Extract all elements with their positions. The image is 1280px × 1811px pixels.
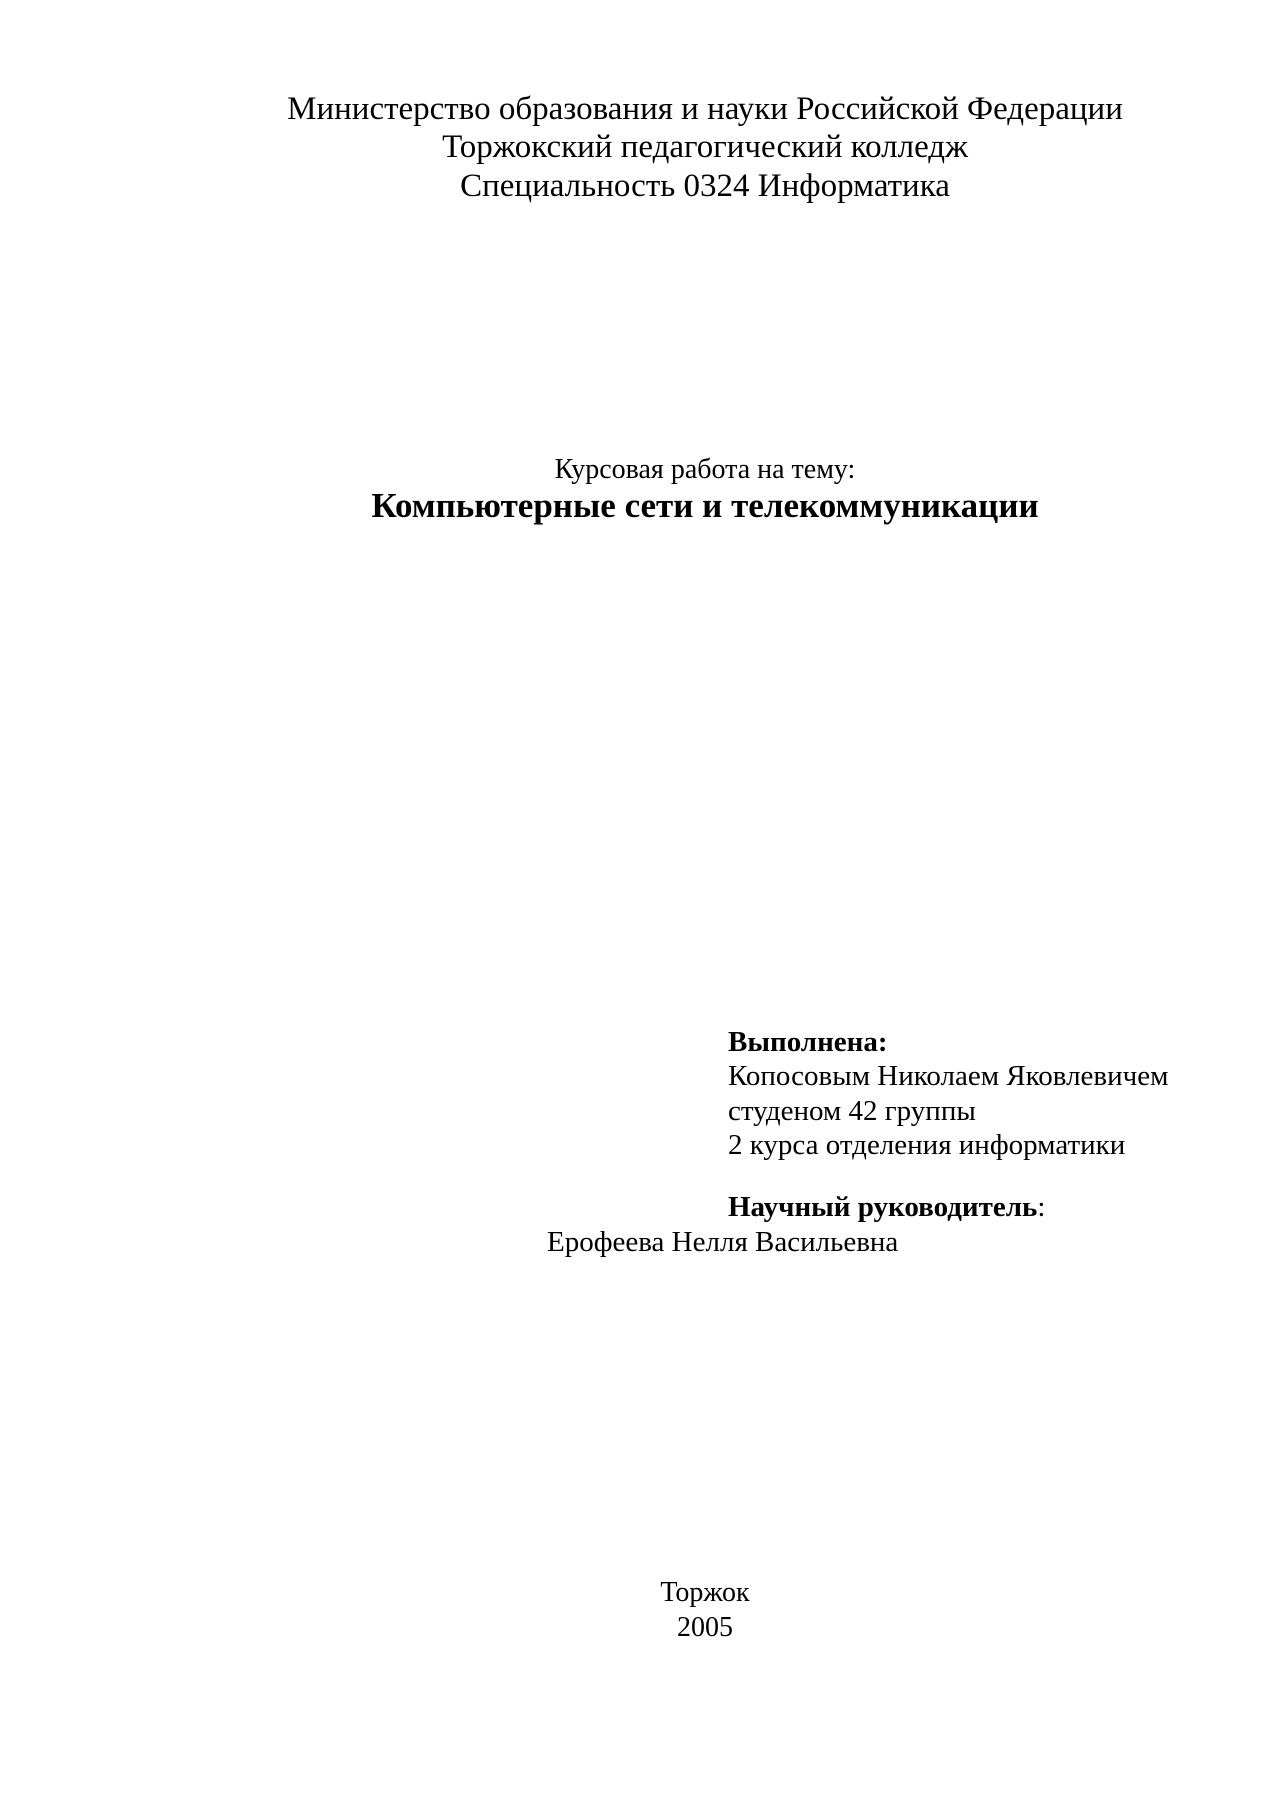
ministry-line: Министерство образования и науки Российской Федерации	[287, 91, 1123, 127]
footer-city: Торжок	[660, 1577, 750, 1608]
footer-year: 2005	[677, 1612, 733, 1643]
author-group: студеном 42 группы	[728, 1095, 976, 1127]
specialty-line: Специальность 0324 Информатика	[460, 168, 950, 204]
supervisor-label: Научный руководитель	[728, 1191, 1038, 1223]
author-course: 2 курса отделения информатики	[728, 1129, 1126, 1161]
supervisor-colon: :	[1037, 1191, 1046, 1223]
supervisor-heading	[728, 1193, 1045, 1222]
supervisor-name: Ерофеева Нелля Васильевна	[547, 1226, 899, 1258]
work-title: Компьютерные сети и телекоммуникации	[371, 486, 1039, 525]
college-line: Торжокский педагогический колледж	[442, 129, 968, 165]
work-subtitle: Курсовая работа на тему:	[554, 454, 856, 485]
author-label: Выполнена:	[728, 1026, 888, 1058]
author-name: Копосовым Николаем Яковлевичем	[728, 1060, 1169, 1092]
